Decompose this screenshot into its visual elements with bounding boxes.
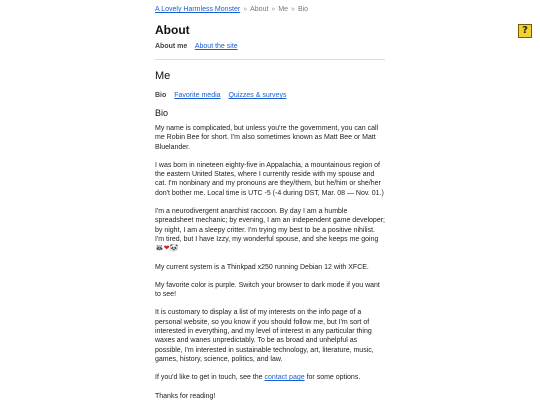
- raccoon-icon: 🦝: [155, 244, 164, 253]
- bio-paragraph-interests: It is customary to display a list of my interests on the info page of a personal website, so you know if you should follow me, but I'm sort of interested in everything, and my level of interest in any particular thing waxes and wanes unpredictably. To be as broad and unhelpful as possible, I'm interested in sustainable technology, art, literature, music, games, history, science, politics, and law.: [155, 309, 374, 363]
- tab-quizzes-surveys[interactable]: Quizzes & surveys: [228, 92, 287, 99]
- help-question-icon[interactable]: ?: [518, 24, 532, 38]
- breadcrumb-current: Bio: [297, 6, 309, 13]
- bio-paragraph-contact: [155, 373, 385, 382]
- breadcrumb-about-link[interactable]: About: [250, 6, 269, 13]
- page-title: About: [155, 23, 190, 37]
- tab-favorite-media[interactable]: Favorite media: [174, 92, 221, 99]
- breadcrumb-separator: »: [271, 6, 276, 13]
- panda-icon: 🐼: [169, 244, 179, 253]
- breadcrumb-separator: »: [243, 6, 248, 13]
- subnav-about-site-link[interactable]: About the site: [194, 43, 238, 50]
- contact-text-before: If you'd like to get in touch, see the: [155, 374, 263, 382]
- contact-page-link[interactable]: contact page: [264, 374, 305, 382]
- section-title: Me: [155, 70, 171, 82]
- bio-paragraph-identity: [155, 207, 385, 253]
- breadcrumb-home-link[interactable]: A Lovely Harmless Monster: [155, 6, 241, 13]
- subnav-current-about-me: About me: [155, 43, 188, 50]
- breadcrumb: [155, 6, 385, 13]
- bio-content: [155, 124, 385, 410]
- tab-bio-current: Bio: [155, 92, 167, 99]
- bio-paragraph-color: My favorite color is purple. Switch your browser to dark mode if you want to see!: [155, 281, 380, 299]
- bio-paragraph-name: My name is complicated, but unless you're the government, you can call me Robin Bee for short. I'm also sometimes known as Matt Bee or Matt Bluelander.: [155, 125, 379, 151]
- heart-icon: ❤: [163, 245, 170, 253]
- me-tabs: [155, 92, 385, 99]
- divider: [155, 59, 385, 60]
- bio-paragraph-identity-text: I'm a neurodivergent anarchist raccoon. By day I am a humble spreadsheet mechanic; by evening, I am an independent game developer; by night, I am a sleepy critter. I'm trying my best to be a positive nihilist. I'm tired, but I have Izzy, my wonderful spouse, and she keeps me going: [155, 208, 385, 243]
- bio-paragraph-system: My current system is a Thinkpad x250 running Debian 12 with XFCE.: [155, 263, 369, 271]
- bio-paragraph-thanks: Thanks for reading!: [155, 392, 216, 400]
- about-subnav: [155, 43, 385, 50]
- bio-heading: Bio: [155, 108, 169, 118]
- breadcrumb-me-link[interactable]: Me: [278, 6, 289, 13]
- contact-text-after: for some options.: [306, 374, 361, 382]
- bio-paragraph-origin: I was born in nineteen eighty-five in Appalachia, a mountainous region of the eastern United States, where I currently reside with my spouse and cat. I'm nonbinary and my pronouns are they/them, but he/him or she/her don't bother me. Local time is UTC -5 (-4 during DST, Mar. 08 — Nov. 01.): [155, 161, 384, 197]
- breadcrumb-separator: »: [291, 6, 295, 13]
